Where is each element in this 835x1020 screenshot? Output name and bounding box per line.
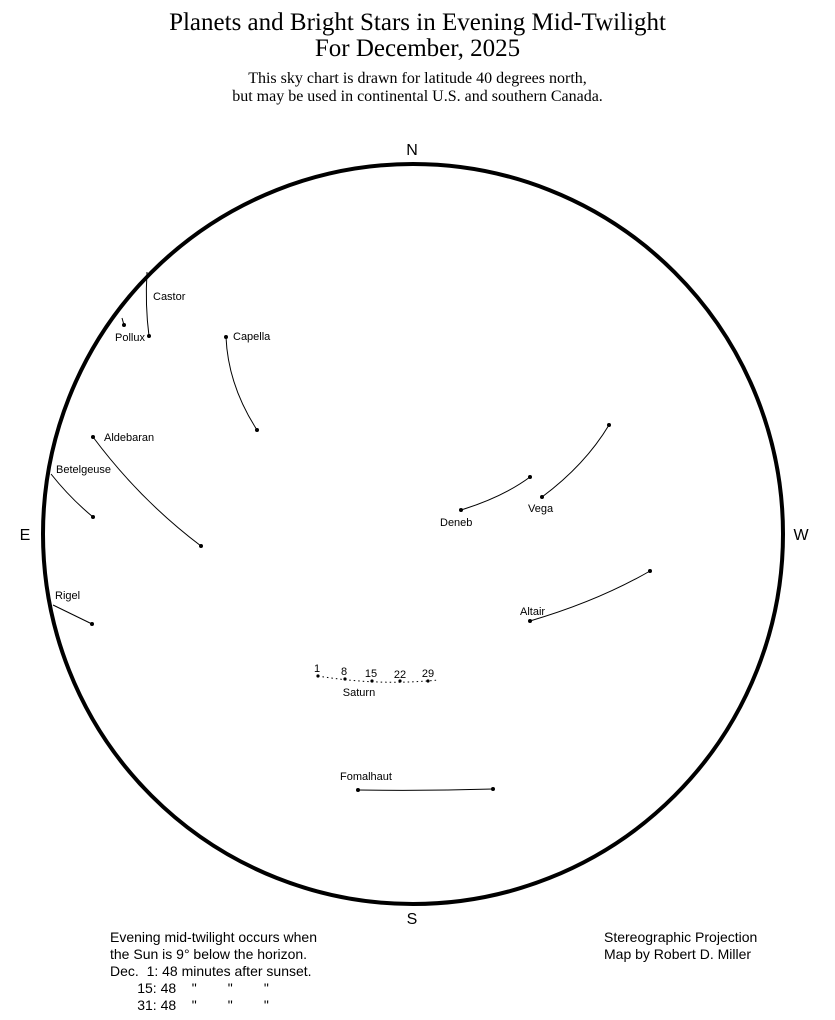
star-betelgeuse <box>51 464 111 519</box>
star-pollux-marker <box>122 323 126 327</box>
star-fomalhaut-marker-end <box>491 787 495 791</box>
star-vega-marker-start <box>540 495 544 499</box>
star-altair <box>520 569 652 623</box>
star-betelgeuse-track <box>51 474 93 517</box>
star-aldebaran-marker-end <box>199 544 203 548</box>
star-fomalhaut-track <box>358 789 493 790</box>
star-deneb-marker-end <box>528 475 532 479</box>
star-aldebaran <box>91 432 203 548</box>
star-fomalhaut <box>340 771 495 792</box>
star-vega-track <box>542 425 609 497</box>
star-rigel-label: Rigel <box>55 590 81 602</box>
star-pollux-label: Pollux <box>115 332 145 344</box>
star-castor-marker <box>147 334 151 338</box>
compass-south-label: S <box>406 911 418 928</box>
star-aldebaran-track <box>93 437 201 546</box>
star-castor-label: Castor <box>153 291 186 303</box>
twilight-note-line: Evening mid-twilight occurs when <box>110 929 317 945</box>
star-altair-track <box>530 571 650 621</box>
chart-subtitle-line1: This sky chart is drawn for latitude 40 degrees north, <box>248 70 587 87</box>
star-deneb-label: Deneb <box>440 517 473 529</box>
star-capella-track <box>226 337 257 430</box>
twilight-note-line: 15: 48 " " " <box>110 980 269 996</box>
star-castor <box>146 272 185 338</box>
twilight-note-line: the Sun is 9° below the horizon. <box>110 946 308 962</box>
horizon-circle <box>43 164 783 904</box>
star-altair-label: Altair <box>520 606 546 618</box>
star-aldebaran-marker-start <box>91 435 95 439</box>
twilight-note-line: 31: 48 " " " <box>110 997 269 1013</box>
planet-saturn-date-label: 22 <box>393 669 407 681</box>
chart-title-line1: Planets and Bright Stars in Evening Mid-Twilight <box>169 9 666 36</box>
planet-saturn-date-label: 1 <box>313 663 321 675</box>
planet-saturn-date-label: 15 <box>364 668 378 680</box>
star-capella-marker-start <box>224 335 228 339</box>
star-fomalhaut-marker-start <box>356 788 360 792</box>
star-altair-marker-end <box>648 569 652 573</box>
star-betelgeuse-label: Betelgeuse <box>56 464 112 476</box>
chart-title-line2: For December, 2025 <box>314 35 521 62</box>
star-pollux <box>115 318 145 344</box>
star-rigel <box>53 590 94 626</box>
star-deneb-track <box>461 477 530 510</box>
planet-saturn-date-label: 29 <box>421 668 435 680</box>
star-vega <box>528 423 611 515</box>
star-altair-marker-start <box>528 619 532 623</box>
twilight-note-line: Dec. 1: 48 minutes after sunset. <box>110 963 312 979</box>
star-rigel-marker <box>90 622 94 626</box>
planet-saturn-date-label: 8 <box>340 666 348 678</box>
planet-saturn-track <box>318 676 438 682</box>
planet-saturn <box>314 663 438 699</box>
star-aldebaran-label: Aldebaran <box>104 432 155 444</box>
compass-west-label: W <box>793 527 809 544</box>
star-deneb-marker-start <box>459 508 463 512</box>
star-capella-label: Capella <box>233 331 271 343</box>
star-deneb <box>440 475 532 529</box>
star-betelgeuse-marker <box>91 515 95 519</box>
compass-north-label: N <box>406 142 418 159</box>
star-rigel-track <box>53 605 92 624</box>
star-castor-track <box>146 272 149 336</box>
star-fomalhaut-label: Fomalhaut <box>340 771 392 783</box>
star-capella-marker-end <box>255 428 259 432</box>
projection-credit-line: Stereographic Projection <box>604 929 758 945</box>
star-vega-marker-end <box>607 423 611 427</box>
projection-credit-line: Map by Robert D. Miller <box>604 946 752 962</box>
compass-east-label: E <box>19 527 31 544</box>
chart-subtitle-line2: but may be used in continental U.S. and southern Canada. <box>232 88 603 105</box>
star-vega-label: Vega <box>528 503 554 515</box>
star-capella <box>224 331 271 432</box>
planet-saturn-label: Saturn <box>342 687 376 699</box>
